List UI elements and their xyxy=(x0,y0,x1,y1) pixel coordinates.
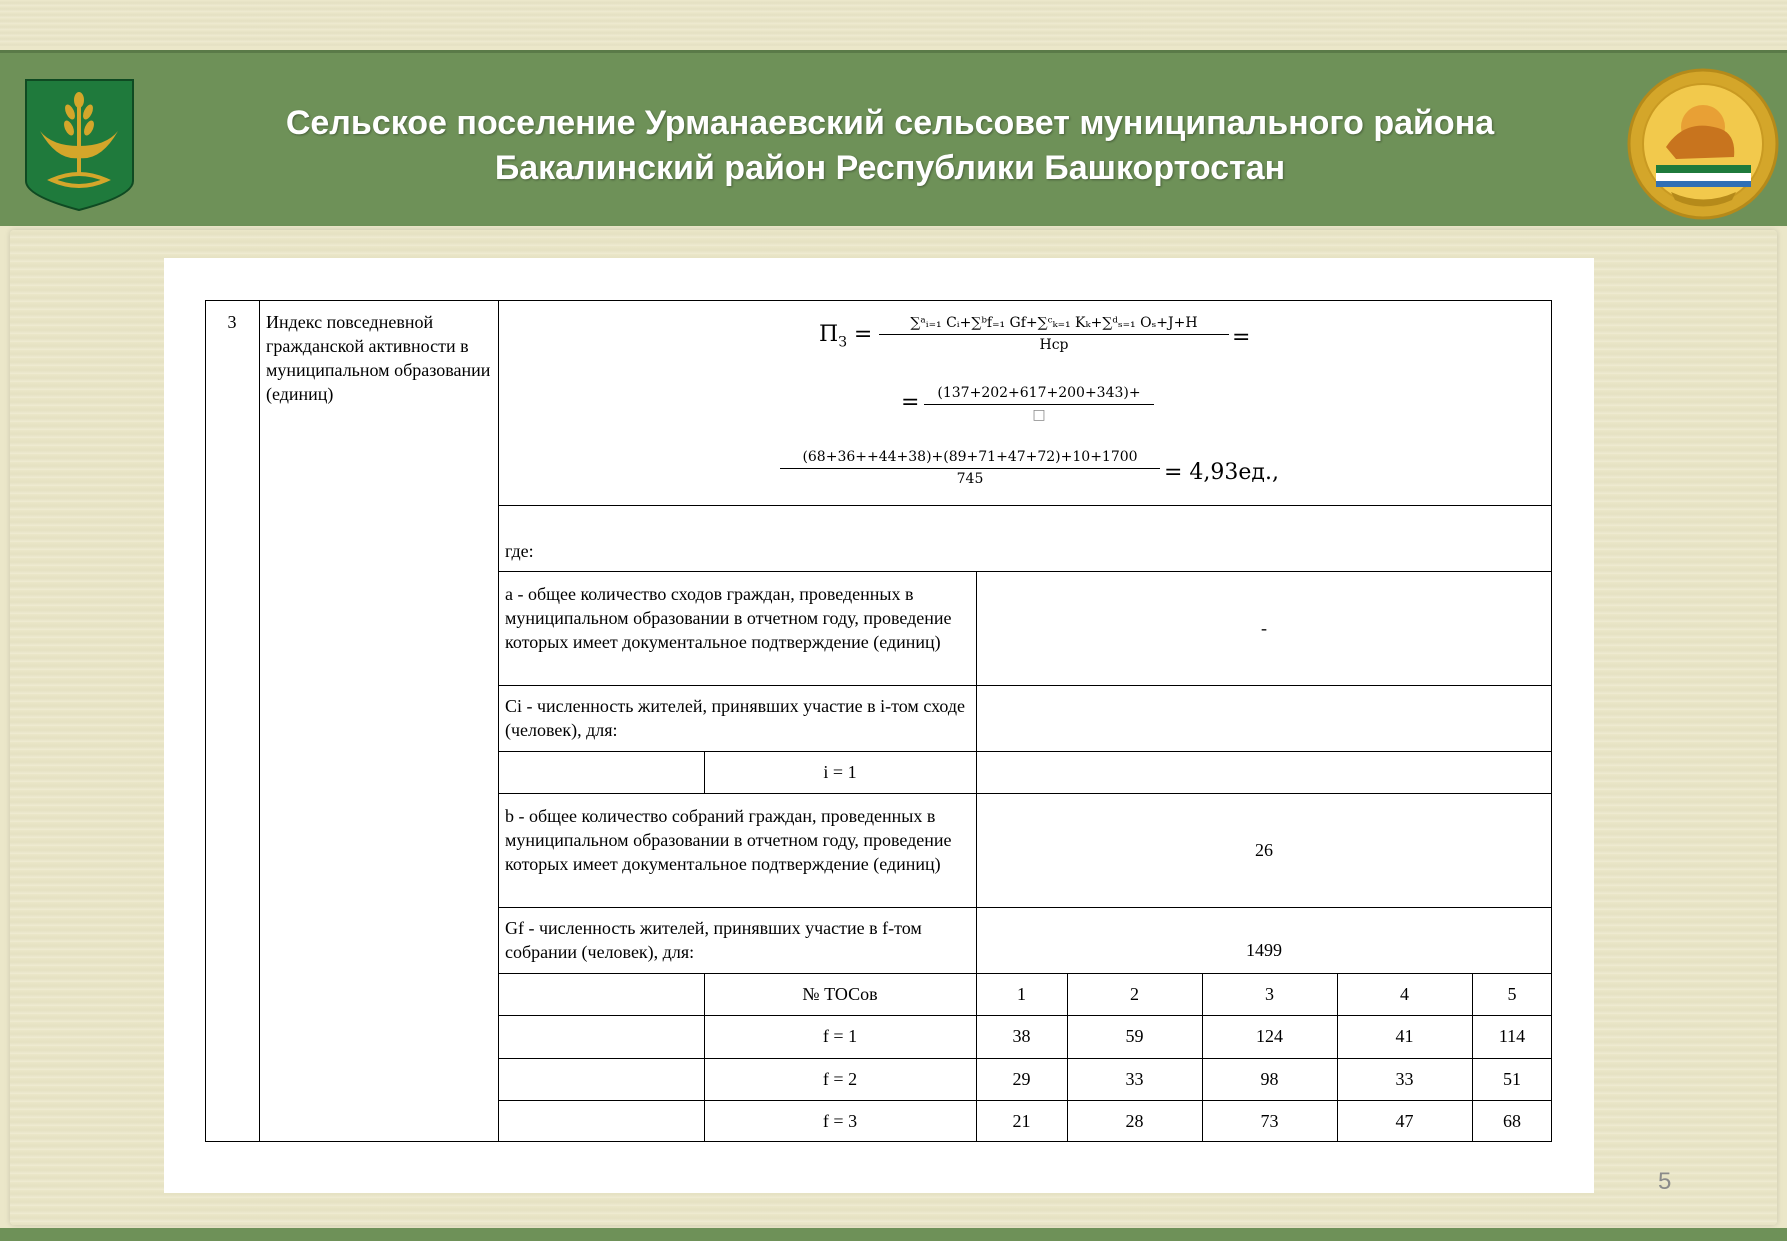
tos-cell: 28 xyxy=(1125,1111,1144,1131)
row-b-label: b - общее количество собраний граждан, проведенных в муниципальном образовании в отчетном году, проведение которых имеет документальное подтверждение (единиц) xyxy=(505,806,952,874)
i-row-label: i = 1 xyxy=(823,762,857,782)
tos-header-label: № ТОСов xyxy=(802,984,878,1004)
tos-cell: 33 xyxy=(1125,1069,1144,1089)
indicator-name: Индекс повседневной гражданской активности в муниципальном образовании (единиц) xyxy=(266,312,491,404)
tos-cell: 68 xyxy=(1503,1111,1521,1131)
formula-step3-fraction: $\frac{(68+36++44+38)+(89+71+47+72)+10+1700}{745}$ xyxy=(780,448,1160,489)
table-hline xyxy=(498,1058,1552,1059)
table-hline xyxy=(498,685,1552,686)
title-line-2: Бакалинский район Республики Башкортостан xyxy=(494,149,1286,187)
formula-eq-sign: = xyxy=(1232,325,1251,350)
row-a-value: - xyxy=(1261,618,1267,638)
row-number: 3 xyxy=(227,312,237,332)
tos-col-header: 3 xyxy=(1265,984,1274,1004)
row-gf-value: 1499 xyxy=(1246,940,1282,960)
tos-cell: 51 xyxy=(1503,1069,1521,1089)
page-title xyxy=(180,101,1600,191)
tos-cell: 47 xyxy=(1395,1111,1414,1131)
republic-emblem-icon xyxy=(1626,67,1781,222)
formula-lhs: $П_З$ = xyxy=(819,322,873,351)
table-hline xyxy=(498,1015,1552,1016)
table-hline xyxy=(498,907,1552,908)
table-hline xyxy=(498,505,1552,506)
table-hline xyxy=(498,793,1552,794)
formula-step2-fraction: (137+202+617+200+343)+ □ xyxy=(924,384,1154,425)
tos-cell: 21 xyxy=(1012,1111,1031,1131)
row-gf-label: Gf - численность жителей, принявших участие в f-том собрании (человек), для: xyxy=(505,918,922,962)
tos-col-header: 4 xyxy=(1400,984,1409,1004)
table-hline xyxy=(498,1100,1552,1101)
tos-row-label: f = 2 xyxy=(822,1069,858,1089)
table-vline xyxy=(259,300,260,1142)
formula-main-fraction: ∑ᵃᵢ₌₁ Cᵢ+∑ᵇf₌₁ Gf+∑ᶜₖ₌₁ Kₖ+∑ᵈₛ₌₁ Oₛ+J+H Нср xyxy=(879,314,1229,355)
row-b-value: 26 xyxy=(1255,840,1273,860)
tos-cell: 124 xyxy=(1256,1026,1283,1046)
tos-cell: 33 xyxy=(1395,1069,1414,1089)
formula-step2-eq: = xyxy=(901,390,920,415)
header-banner xyxy=(0,50,1787,226)
title-line-1: Сельское поселение Урманаевский сельсовет муниципального района xyxy=(285,104,1495,142)
tos-cell: 41 xyxy=(1395,1026,1414,1046)
slide-number: 5 xyxy=(1658,1168,1672,1195)
tos-col-header: 5 xyxy=(1507,984,1517,1004)
document-sheet xyxy=(164,258,1594,1193)
row-a-label: a - общее количество сходов граждан, проведенных в муниципальном образовании в отчетном году, проведение которых имеет документальное подтверждение (единиц) xyxy=(505,584,952,652)
tos-cell: 114 xyxy=(1498,1026,1526,1046)
tos-cell: 98 xyxy=(1260,1069,1279,1089)
table-hline xyxy=(498,571,1552,572)
bottom-strip xyxy=(0,1228,1787,1241)
table-hline xyxy=(498,973,1552,974)
row-ci-label: Ci - численность жителей, принявших участие в i-том сходе (человек), для: xyxy=(505,696,966,740)
tos-row-label: f = 1 xyxy=(822,1026,858,1046)
paper-top-strip xyxy=(0,0,1787,46)
district-coat-of-arms-icon xyxy=(22,76,137,213)
tos-col-header: 2 xyxy=(1130,984,1139,1004)
tos-cell: 73 xyxy=(1260,1111,1279,1131)
tos-col-header: 1 xyxy=(1017,984,1026,1004)
tos-cell: 59 xyxy=(1125,1026,1144,1046)
tos-row-label: f = 3 xyxy=(822,1111,858,1131)
table-hline xyxy=(498,751,1552,752)
where-label: где: xyxy=(505,541,534,561)
tos-cell: 29 xyxy=(1012,1069,1031,1089)
formula-result: = 4,93ед., xyxy=(1164,460,1279,485)
tos-cell: 38 xyxy=(1012,1026,1031,1046)
